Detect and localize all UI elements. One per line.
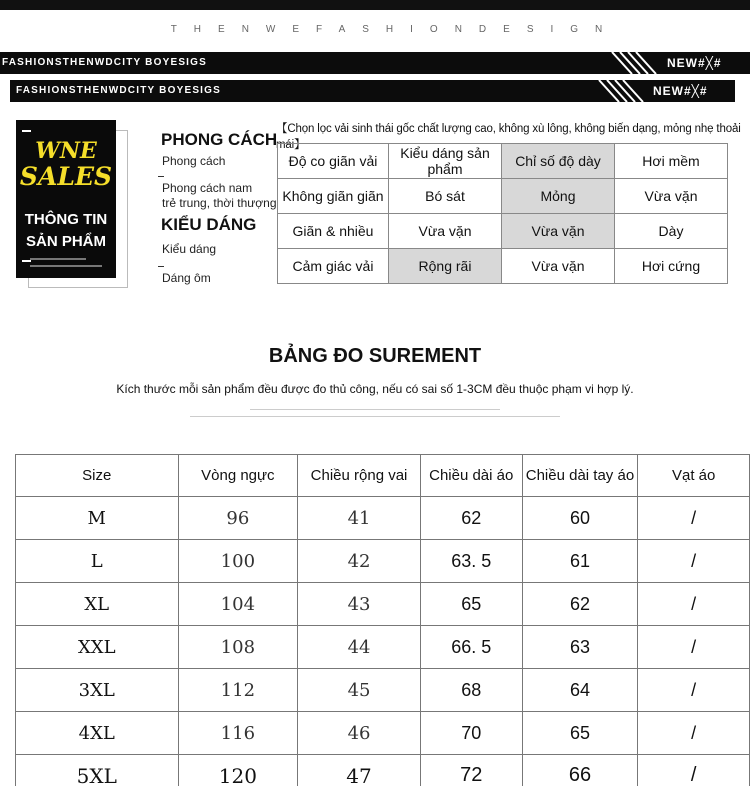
size-row: [16, 540, 750, 583]
fit-heading: KIỂU DÁNG: [161, 215, 257, 234]
stripes-icon: [608, 52, 664, 74]
value-cell: 116: [178, 712, 298, 755]
size-row: [16, 712, 750, 755]
style-subtitle: Phong cách: [162, 154, 226, 168]
attribute-cell: Mỏng: [502, 179, 615, 214]
header-cell: Vạt áo: [638, 455, 750, 497]
value-cell: 120: [178, 755, 298, 786]
banner-top: [0, 52, 750, 74]
stripes-icon: [595, 80, 651, 102]
value-cell: /: [638, 669, 750, 712]
attribute-cell: Không giãn giãn: [278, 179, 389, 214]
dash-mark: [22, 130, 31, 132]
value-cell: 100: [178, 540, 298, 583]
size-cell: L: [16, 540, 179, 583]
attribute-row: [278, 214, 728, 249]
fit-value: Dáng ôm: [162, 271, 211, 285]
size-cell: 4XL: [16, 712, 179, 755]
banner-text: FASHIONSTHENWDCITY BOYESIGS: [2, 57, 208, 68]
product-info-box: [16, 120, 130, 288]
header-cell: Size: [16, 455, 179, 497]
attribute-row: [278, 144, 728, 179]
tick-mark: [158, 176, 164, 177]
value-cell: 45: [298, 669, 421, 712]
size-cell: XXL: [16, 626, 179, 669]
value-cell: 66. 5: [420, 626, 522, 669]
attribute-row: [278, 179, 728, 214]
banner-new-label: NEW#╳#: [653, 84, 708, 98]
value-cell: 104: [178, 583, 298, 626]
brand-spaced-title: THENWEFASHIONDESIGN: [170, 24, 620, 35]
value-cell: 62: [522, 583, 638, 626]
value-cell: 66: [522, 755, 638, 786]
style-description-line1: Phong cách nam: [162, 181, 253, 195]
decorative-fine-print: [30, 265, 102, 267]
value-cell: 47: [298, 755, 421, 786]
size-table-header: [16, 455, 750, 497]
attribute-cell: Vừa vặn: [615, 179, 728, 214]
value-cell: 64: [522, 669, 638, 712]
measurement-note: Kích thước mỗi sản phẩm đều được đo thủ công, nếu có sai số 1-3CM đều thuộc phạm vi hợp lý.: [116, 382, 634, 396]
info-title-line2: SẢN PHẨM: [25, 233, 106, 250]
size-cell: 5XL: [16, 755, 179, 786]
header-cell: Chiều dài áo: [420, 455, 522, 497]
value-cell: 43: [298, 583, 421, 626]
value-cell: 108: [178, 626, 298, 669]
size-row: [16, 497, 750, 540]
size-cell: M: [16, 497, 179, 540]
value-cell: 44: [298, 626, 421, 669]
value-cell: /: [638, 540, 750, 583]
value-cell: 65: [522, 712, 638, 755]
banner-text: FASHIONSTHENWDCITY BOYESIGS: [16, 85, 222, 96]
attribute-row: [278, 249, 728, 284]
attribute-cell: Rộng rãi: [389, 249, 502, 284]
size-row: [16, 669, 750, 712]
attribute-cell: Vừa vặn: [389, 214, 502, 249]
size-row: [16, 755, 750, 786]
banner-second: [10, 80, 735, 102]
value-cell: 63: [522, 626, 638, 669]
attribute-cell: Bó sát: [389, 179, 502, 214]
attribute-cell: Dày: [615, 214, 728, 249]
attribute-cell: Vừa vặn: [502, 249, 615, 284]
banner-new-label: NEW#╳#: [667, 56, 722, 70]
value-cell: 63. 5: [420, 540, 522, 583]
value-cell: 72: [420, 755, 522, 786]
value-cell: 62: [420, 497, 522, 540]
value-cell: 61: [522, 540, 638, 583]
header-cell: Vòng ngực: [178, 455, 298, 497]
value-cell: 112: [178, 669, 298, 712]
value-cell: /: [638, 497, 750, 540]
size-cell: XL: [16, 583, 179, 626]
decorative-line: [190, 416, 560, 417]
attribute-cell: Hơi cứng: [615, 249, 728, 284]
fabric-note: 【Chọn lọc vải sinh thái gốc chất lượng cao, không xù lông, không biến dạng, mỏng nhẹ thoải mái】: [276, 123, 741, 151]
info-title-line1: THÔNG TIN: [24, 211, 108, 228]
value-cell: 60: [522, 497, 638, 540]
info-box-panel: [16, 120, 116, 278]
attribute-cell: Vừa vặn: [502, 214, 615, 249]
tick-mark: [158, 266, 164, 267]
attribute-cell: Chỉ số độ dày: [502, 144, 615, 179]
value-cell: 70: [420, 712, 522, 755]
dash-mark: [22, 260, 31, 262]
size-table: [15, 454, 750, 786]
value-cell: /: [638, 755, 750, 786]
sales-logo-line1: WNE: [35, 138, 97, 164]
value-cell: /: [638, 712, 750, 755]
header-cell: Chiều dài tay áo: [522, 455, 638, 497]
value-cell: 46: [298, 712, 421, 755]
attribute-cell: Giãn & nhiều: [278, 214, 389, 249]
style-heading: PHONG CÁCH: [161, 130, 278, 149]
value-cell: /: [638, 583, 750, 626]
attribute-cell: Kiểu dáng sản phẩm: [389, 144, 502, 179]
value-cell: 68: [420, 669, 522, 712]
style-description-line2: trẻ trung, thời thượng: [162, 196, 277, 210]
value-cell: /: [638, 626, 750, 669]
value-cell: 42: [298, 540, 421, 583]
value-cell: 41: [298, 497, 421, 540]
value-cell: 65: [420, 583, 522, 626]
top-strip: [0, 0, 750, 10]
measurement-title: BẢNG ĐO SUREMENT: [268, 345, 482, 367]
attribute-cell: Độ co giãn vải: [278, 144, 389, 179]
sales-logo-line2: SALES: [19, 162, 113, 191]
attribute-cell: Cảm giác vải: [278, 249, 389, 284]
size-row: [16, 626, 750, 669]
attribute-table: [277, 143, 728, 284]
attribute-cell: Hơi mềm: [615, 144, 728, 179]
header-cell: Chiều rộng vai: [298, 455, 421, 497]
decorative-line: [250, 409, 500, 410]
size-row: [16, 583, 750, 626]
size-cell: 3XL: [16, 669, 179, 712]
decorative-fine-print: [30, 258, 86, 260]
fit-subtitle: Kiểu dáng: [162, 242, 217, 256]
value-cell: 96: [178, 497, 298, 540]
